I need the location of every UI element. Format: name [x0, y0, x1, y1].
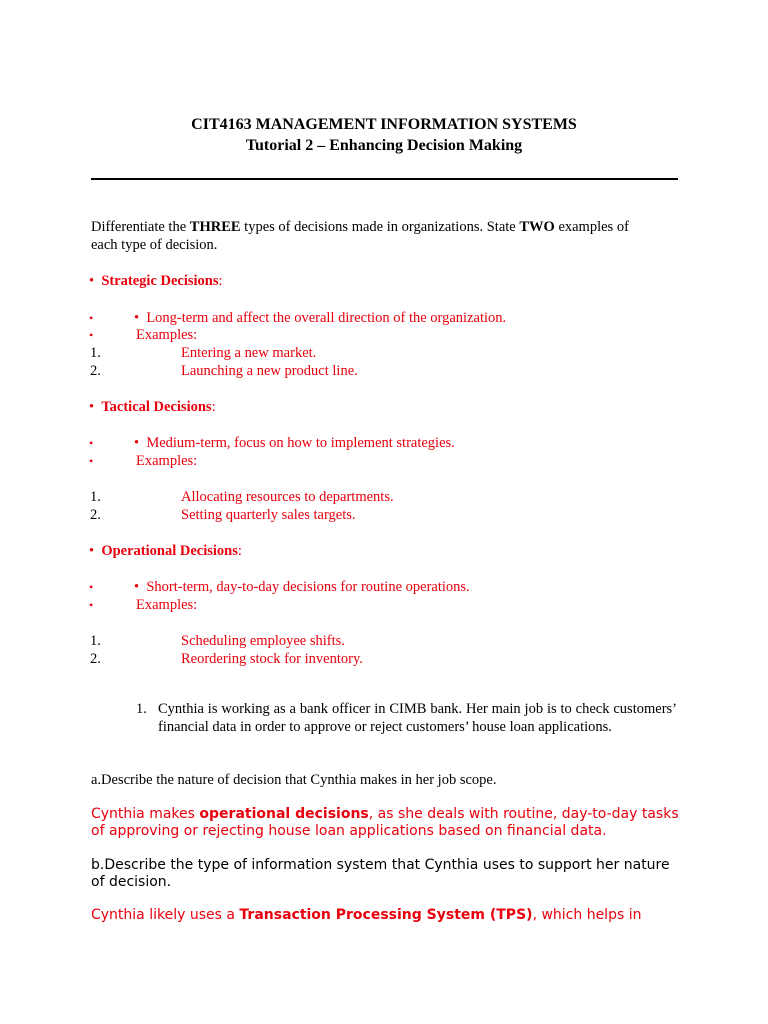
question-number: 1.	[136, 701, 147, 717]
bullet: •	[89, 311, 94, 325]
intro-line-1: Differentiate the THREE types of decisions made in organizations. State TWO examples of	[91, 219, 629, 235]
section-heading-tactical: • Tactical Decisions:	[89, 399, 216, 415]
answer-a-line-1: Cynthia makes operational decisions, as she deals with routine, day-to-day tasks	[91, 806, 679, 822]
example-number: 2.	[90, 651, 101, 667]
example-item: Launching a new product line.	[181, 363, 358, 379]
answer-a-line-2: of approving or rejecting house loan applications based on financial data.	[91, 823, 607, 839]
bullet: •	[134, 310, 140, 326]
document-title: CIT4163 MANAGEMENT INFORMATION SYSTEMS	[191, 116, 577, 133]
example-number: 1.	[90, 489, 101, 505]
header-divider	[91, 178, 678, 180]
section-heading-operational: • Operational Decisions:	[89, 543, 242, 559]
bullet: •	[89, 598, 94, 612]
question-b-line-2: of decision.	[91, 874, 172, 890]
example-item: Scheduling employee shifts.	[181, 633, 345, 649]
question-b-line-1: b.Describe the type of information system that Cynthia uses to support her nature	[91, 857, 670, 873]
example-item: Entering a new market.	[181, 345, 317, 361]
example-number: 1.	[90, 633, 101, 649]
answer-b-line-1: Cynthia likely uses a Transaction Processing System (TPS), which helps in	[91, 907, 642, 923]
bullet: •	[89, 543, 95, 559]
document-subtitle: Tutorial 2 – Enhancing Decision Making	[245, 137, 523, 154]
example-item: Setting quarterly sales targets.	[181, 507, 356, 523]
example-item: Allocating resources to departments.	[181, 489, 394, 505]
example-number: 1.	[90, 345, 101, 361]
question-a: a.Describe the nature of decision that Cynthia makes in her job scope.	[91, 772, 497, 788]
section-description: • Short-term, day-to-day decisions for routine operations.	[134, 579, 470, 595]
question-text: Cynthia is working as a bank officer in CIMB bank. Her main job is to check customers’ financial data in order to approve or reject customers’ house loan applications.	[158, 701, 677, 735]
section-description: • Medium-term, focus on how to implement strategies.	[134, 435, 455, 451]
examples-label: Examples:	[136, 327, 198, 343]
bullet: •	[134, 435, 140, 451]
intro-line-2: each type of decision.	[91, 237, 218, 253]
example-number: 2.	[90, 507, 101, 523]
bullet: •	[89, 580, 94, 594]
examples-label: Examples:	[136, 453, 198, 469]
bullet: •	[89, 399, 95, 415]
bullet: •	[89, 273, 95, 289]
examples-label: Examples:	[136, 597, 198, 613]
example-number: 2.	[90, 363, 101, 379]
bullet: •	[134, 579, 140, 595]
bullet: •	[89, 454, 94, 468]
section-heading-strategic: • Strategic Decisions:	[89, 273, 223, 289]
bullet: •	[89, 436, 94, 450]
section-description: • Long-term and affect the overall direction of the organization.	[134, 310, 507, 326]
bullet: •	[89, 328, 94, 342]
example-item: Reordering stock for inventory.	[181, 651, 363, 667]
